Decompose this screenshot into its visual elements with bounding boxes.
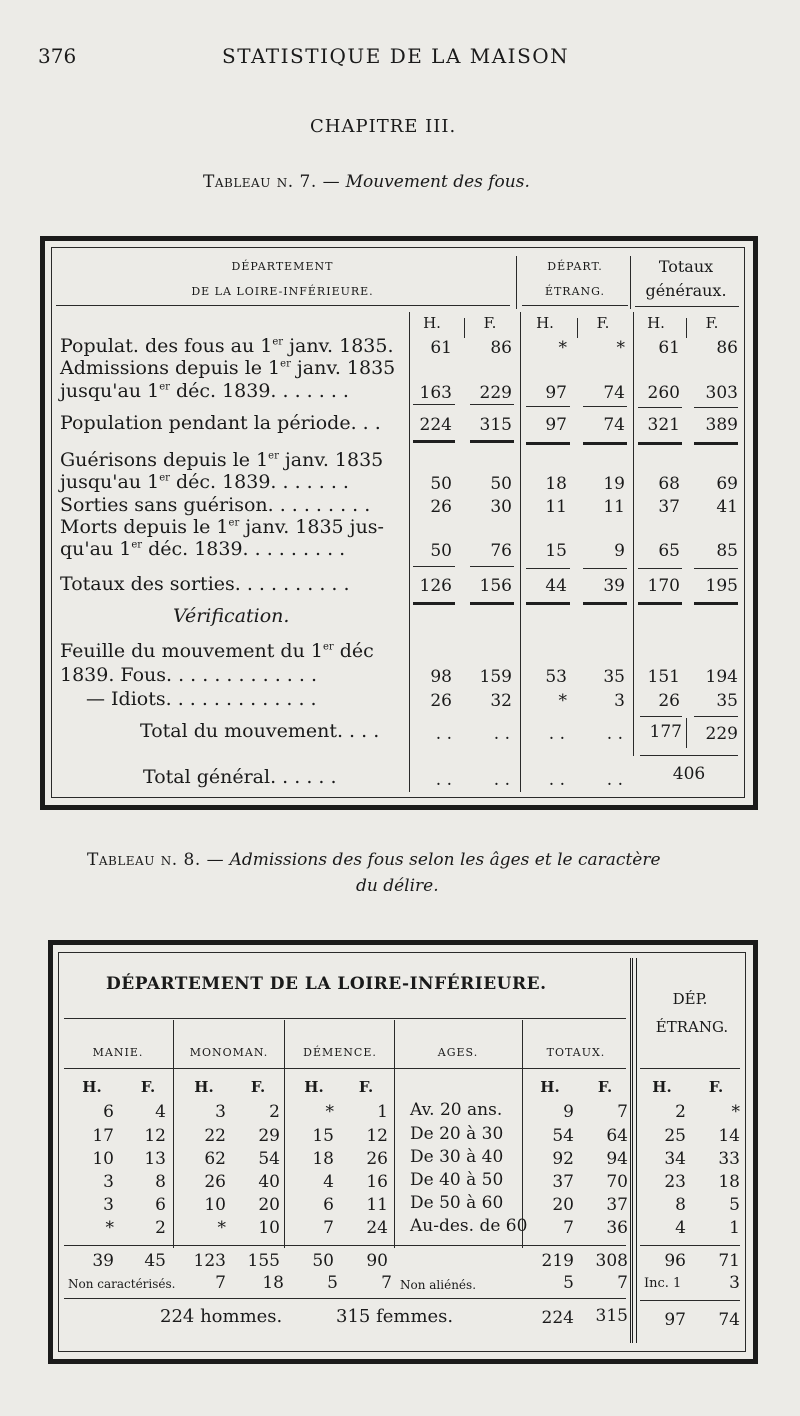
t8-cell: 7 (323, 1218, 334, 1238)
t8-sex-header: F. (708, 1078, 724, 1096)
t8-nc-cell: 3 (729, 1273, 740, 1293)
t8-cell: 36 (606, 1218, 628, 1238)
t8-cell: 6 (155, 1195, 166, 1215)
t8-cell: 20 (552, 1195, 574, 1215)
t8-cell: 8 (155, 1172, 166, 1192)
t8-sum-cell: 308 (595, 1251, 628, 1271)
t7-cell: 321 (647, 415, 680, 435)
t7-rule (470, 566, 514, 567)
t7-row-label: Sorties sans guérison. . . . . . . . . (60, 494, 371, 516)
t7-thick-rule (638, 442, 682, 445)
tableau8-caption-prefix: Tableau n. 8. — (87, 850, 225, 870)
t7-cell: 18 (545, 474, 567, 494)
t7-group-loire-line2: DE LA LOIRE-INFÉRIEURE. (191, 285, 374, 298)
t8-cell: 10 (92, 1149, 114, 1169)
t7-cell: * (558, 338, 567, 358)
t8-cell: 6 (323, 1195, 334, 1215)
t8-cell: 94 (606, 1149, 628, 1169)
t7-thick-rule (526, 602, 570, 605)
t8-cell: * (105, 1218, 114, 1238)
t7-feuille-label: — Idiots. . . . . . . . . . . . . (86, 688, 317, 710)
t8-cell: 12 (366, 1126, 388, 1146)
t7-cell: 126 (419, 576, 452, 596)
t8-sex-header: H. (540, 1078, 560, 1096)
t7-cell: 86 (716, 338, 738, 358)
t7-sex-header: H. (536, 314, 554, 332)
t7-sex-header: F. (705, 314, 719, 332)
t8-cell: 22 (204, 1126, 226, 1146)
t8-cell: 10 (204, 1195, 226, 1215)
t8-nc-cell: 5 (327, 1273, 338, 1293)
t7-cell: 97 (545, 383, 567, 403)
superscript: er (159, 472, 170, 484)
t7-rule (413, 404, 455, 405)
t7-cell: 32 (490, 691, 512, 711)
t7-cell: 74 (603, 383, 625, 403)
t8-cell: 8 (675, 1195, 686, 1215)
t7-sex-header: F. (596, 314, 610, 332)
t7-row-label: qu'au 1er déc. 1839. . . . . . . . . (60, 538, 346, 560)
t7-total-general-value: 406 (672, 764, 706, 784)
t7-cell: 194 (705, 667, 738, 687)
t7-row-label: Populat. des fous au 1er janv. 1835. (60, 335, 394, 357)
t8-age-label: De 20 à 30 (410, 1124, 504, 1144)
t8-cell: 33 (718, 1149, 740, 1169)
t8-cell: * (325, 1102, 334, 1122)
t7-cell: 26 (658, 691, 680, 711)
t8-rule (64, 1298, 626, 1299)
t7-dots: . . (435, 770, 452, 790)
t8-sum-cell: 96 (664, 1251, 686, 1271)
t8-cell: 37 (552, 1172, 574, 1192)
t8-sex-header: F. (250, 1078, 266, 1096)
t8-final-cell: 224 (541, 1308, 574, 1328)
t7-cell: 69 (716, 474, 738, 494)
superscript: er (322, 641, 334, 653)
t8-cell: 29 (258, 1126, 280, 1146)
t7-cell: 163 (419, 383, 452, 403)
t7-cell: 30 (490, 497, 512, 517)
t7-dots: . . (435, 724, 452, 744)
t8-cell: 15 (312, 1126, 334, 1146)
t7-dots: . . (493, 770, 510, 790)
t8-cell: 2 (675, 1102, 686, 1122)
t7-cell: 61 (658, 338, 680, 358)
t7-group-etrang-line2: ÉTRANG. (544, 285, 606, 298)
t7-feuille-label: 1839. Fous. . . . . . . . . . . . . (60, 664, 317, 686)
t7-cell: 35 (603, 667, 625, 687)
t8-cell: 18 (718, 1172, 740, 1192)
t8-cell: 23 (664, 1172, 686, 1192)
t8-sum-cell: 90 (366, 1251, 388, 1271)
t8-cell: 26 (204, 1172, 226, 1192)
t8-cell: 11 (366, 1195, 388, 1215)
t7-dots: . . (606, 770, 623, 790)
t8-cell: 54 (552, 1126, 574, 1146)
t8-cell: 18 (312, 1149, 334, 1169)
t7-group-totaux-line2: généraux. (645, 281, 727, 300)
tableau8-caption-line2 (356, 876, 439, 896)
t8-cell: 3 (215, 1102, 226, 1122)
t7-thick-rule (583, 602, 627, 605)
t7-thick-rule (470, 602, 514, 605)
t7-cell: 170 (647, 576, 680, 596)
t7-cell: 39 (603, 576, 625, 596)
t7-rule (694, 568, 738, 569)
t8-cell: 5 (729, 1195, 740, 1215)
tableau7-caption (203, 172, 530, 192)
t7-cell: 3 (614, 691, 625, 711)
t7-cell: 50 (430, 541, 452, 561)
t8-dep-etrang-line1: DÉP. (672, 990, 708, 1008)
t8-cell: 12 (144, 1126, 166, 1146)
t8-dept-title: DÉPARTEMENT DE LA LOIRE-INFÉRIEURE. (106, 974, 547, 994)
t8-sex-header: H. (652, 1078, 672, 1096)
t8-cell: 14 (718, 1126, 740, 1146)
t7-cell: 98 (430, 667, 452, 687)
t7-cell: 41 (716, 497, 738, 517)
t7-total-mouvement-f: 229 (705, 724, 738, 744)
t7-rule (638, 568, 682, 569)
t8-cell: 9 (563, 1102, 574, 1122)
t7-cell: 65 (658, 541, 680, 561)
t8-cell: 4 (155, 1102, 166, 1122)
t7-total-mouvement-h: 177 (649, 722, 682, 742)
t7-sex-header: H. (423, 314, 441, 332)
t8-inc: Inc. 1 (644, 1276, 682, 1291)
t7-cell: 61 (430, 338, 452, 358)
t7-rule (640, 716, 682, 717)
t7-cell: 11 (603, 497, 625, 517)
t8-cell: 70 (606, 1172, 628, 1192)
tableau8-caption-line1 (87, 850, 661, 870)
t8-cell: 4 (675, 1218, 686, 1238)
t7-vrule (464, 318, 465, 338)
t8-cell: 10 (258, 1218, 280, 1238)
t8-cell: 3 (103, 1195, 114, 1215)
t7-row-label: Guérisons depuis le 1er janv. 1835 (60, 449, 384, 471)
t7-group-totaux-line1: Totaux (658, 257, 714, 276)
t7-cell: 50 (490, 474, 512, 494)
t8-cell: 1 (729, 1218, 740, 1238)
t8-age-label: Av. 20 ans. (410, 1100, 503, 1120)
t8-cell: * (217, 1218, 226, 1238)
t8-cell: 4 (323, 1172, 334, 1192)
t7-rule (56, 305, 510, 306)
t7-row-label: Admissions depuis le 1er janv. 1835 (60, 357, 396, 379)
t7-cell: 74 (603, 415, 625, 435)
t7-dots: . . (493, 724, 510, 744)
t8-sum-cell: 45 (144, 1251, 166, 1271)
t8-vrule (394, 1020, 395, 1248)
t8-sum-cell: 155 (247, 1251, 280, 1271)
t8-cell: 24 (366, 1218, 388, 1238)
t7-dots: . . (548, 724, 565, 744)
t7-thick-rule (638, 602, 682, 605)
t7-cell: 53 (545, 667, 567, 687)
t8-sex-header: F. (140, 1078, 156, 1096)
t7-vrule (630, 256, 631, 309)
t8-final-cell: 74 (718, 1310, 740, 1330)
t7-cell: 26 (430, 497, 452, 517)
t7-rule (526, 406, 570, 407)
t7-dots: . . (548, 770, 565, 790)
t7-cell: 159 (479, 667, 512, 687)
t8-cell: 16 (366, 1172, 388, 1192)
superscript: er (268, 450, 279, 462)
t7-cell: 260 (647, 383, 680, 403)
t8-sum-cell: 50 (312, 1251, 334, 1271)
t7-thick-rule (694, 602, 738, 605)
t7-group-etrang-line1: DÉPART. (547, 260, 603, 273)
t8-cell: 3 (103, 1172, 114, 1192)
t7-cell: 11 (545, 497, 567, 517)
t7-cell: 76 (490, 541, 512, 561)
t7-feuille-label: Feuille du mouvement du 1er déc (60, 640, 374, 662)
superscript: er (159, 381, 170, 393)
t8-cell: 1 (377, 1102, 388, 1122)
t8-group-totaux: TOTAUX. (546, 1046, 606, 1059)
t7-rule (694, 716, 738, 717)
t7-cell: 195 (705, 576, 738, 596)
t8-rule (64, 1068, 626, 1069)
t8-age-label: De 40 à 50 (410, 1170, 504, 1190)
t8-dep-etrang-line2: ÉTRANG. (655, 1018, 729, 1036)
t8-nc-cell: 7 (617, 1273, 628, 1293)
t8-femmes: 315 femmes. (336, 1306, 454, 1327)
t7-cell: 37 (658, 497, 680, 517)
t7-total-mouvement-label: Total du mouvement. . . . (140, 720, 380, 742)
t8-vrule (284, 1020, 285, 1248)
t7-row-label: Population pendant la période. . . (60, 412, 381, 434)
t8-sum-cell: 71 (718, 1251, 740, 1271)
t8-nc-label: Non caractérisés. (68, 1277, 176, 1291)
t7-cell: 26 (430, 691, 452, 711)
t7-cell: 35 (716, 691, 738, 711)
t8-nc-cell: 5 (563, 1273, 574, 1293)
t7-thick-rule (413, 440, 455, 443)
t8-cell: 40 (258, 1172, 280, 1192)
t7-rule (470, 404, 514, 405)
t8-cell: 26 (366, 1149, 388, 1169)
t8-nc-cell: 18 (262, 1273, 284, 1293)
t7-cell: 50 (430, 474, 452, 494)
t7-cell: 315 (479, 415, 512, 435)
t7-cell: 85 (716, 541, 738, 561)
t8-final-cell: 97 (664, 1310, 686, 1330)
t8-cell: 7 (617, 1102, 628, 1122)
t8-rule (64, 1018, 626, 1019)
t8-non-alienes: Non aliénés. (400, 1278, 477, 1292)
t8-cell: 7 (563, 1218, 574, 1238)
t7-cell: * (616, 338, 625, 358)
t8-sex-header: H. (304, 1078, 324, 1096)
t7-cell: 86 (490, 338, 512, 358)
t7-rule (526, 568, 570, 569)
tableau8-caption-title-1: Admissions des fous selon les âges et le caractère (229, 850, 661, 870)
t8-cell: 62 (204, 1149, 226, 1169)
t8-rule (640, 1068, 740, 1069)
t7-vrule (516, 256, 517, 309)
t7-thick-rule (470, 440, 514, 443)
t7-cell: 389 (705, 415, 738, 435)
t8-rule (640, 1300, 740, 1301)
t7-thick-rule (583, 442, 627, 445)
tableau8-caption-title-2: du délire. (356, 876, 439, 896)
t8-age-label: De 50 à 60 (410, 1193, 504, 1213)
t8-sum-cell: 123 (193, 1251, 226, 1271)
t7-vrule (409, 312, 410, 792)
t8-sex-header: F. (358, 1078, 374, 1096)
t7-thick-rule (694, 442, 738, 445)
t8-sex-header: F. (597, 1078, 613, 1096)
t8-vrule (173, 1020, 174, 1248)
t7-vrule (686, 318, 687, 338)
t8-cell: 25 (664, 1126, 686, 1146)
t7-rule (583, 406, 627, 407)
t7-cell: 97 (545, 415, 567, 435)
t8-hommes: 224 hommes. (160, 1306, 283, 1327)
t8-cell: 34 (664, 1149, 686, 1169)
t7-vrule (520, 312, 521, 792)
t8-nc-cell: 7 (215, 1273, 226, 1293)
t7-vrule (686, 718, 687, 748)
t7-row-label: jusqu'au 1er déc. 1839. . . . . . . (60, 471, 349, 493)
t7-rule (413, 566, 455, 567)
t8-age-label: De 30 à 40 (410, 1147, 504, 1167)
t7-rule (635, 306, 739, 307)
t7-rule (522, 305, 628, 306)
t8-cell: 37 (606, 1195, 628, 1215)
t8-nc-cell: 7 (381, 1273, 392, 1293)
t7-sex-header: H. (647, 314, 665, 332)
t7-total-general-label: Total général. . . . . . (143, 766, 337, 788)
t7-thick-rule (526, 442, 570, 445)
t7-vrule (577, 318, 578, 338)
page-number: 376 (38, 44, 77, 68)
t7-row-label: jusqu'au 1er déc. 1839. . . . . . . (60, 380, 349, 402)
t7-rule (640, 755, 738, 756)
t7-cell: 224 (419, 415, 452, 435)
t7-cell: 156 (479, 576, 512, 596)
t7-cell: 151 (647, 667, 680, 687)
t7-sex-header: F. (483, 314, 497, 332)
t8-rule (640, 1245, 740, 1246)
t8-sex-header: H. (194, 1078, 214, 1096)
t7-vrule (633, 312, 634, 756)
t7-cell: * (558, 691, 567, 711)
t8-cell: 2 (155, 1218, 166, 1238)
tableau7-caption-title: Mouvement des fous. (345, 172, 530, 192)
t8-rule (64, 1245, 626, 1246)
superscript: er (228, 517, 240, 529)
t8-cell: 13 (144, 1149, 166, 1169)
t8-group-ages: AGES. (437, 1046, 479, 1059)
t8-vrule (522, 1020, 523, 1248)
t7-dots: . . (606, 724, 623, 744)
t7-cell: 9 (614, 541, 625, 561)
t8-cell: 92 (552, 1149, 574, 1169)
t8-cell: * (731, 1102, 740, 1122)
superscript: er (272, 336, 284, 348)
tableau7-caption-prefix: Tableau n. 7. — (203, 172, 341, 192)
chapter-heading: CHAPITRE III. (310, 116, 457, 137)
t8-cell: 20 (258, 1195, 280, 1215)
t8-sum-cell: 39 (92, 1251, 114, 1271)
t7-verification-heading: Vérification. (173, 605, 290, 627)
t8-cell: 6 (103, 1102, 114, 1122)
t7-row-label: Morts depuis le 1er janv. 1835 jus- (60, 516, 384, 538)
t8-cell: 17 (92, 1126, 114, 1146)
t7-cell: 229 (479, 383, 512, 403)
t8-group-monoman: MONOMAN. (189, 1046, 269, 1059)
t7-rule (694, 407, 738, 408)
superscript: er (131, 539, 143, 551)
t7-row-label: Totaux des sorties. . . . . . . . . . (60, 573, 350, 595)
running-title: STATISTIQUE DE LA MAISON (222, 44, 570, 68)
t8-final-cell: 315 (595, 1306, 628, 1326)
t7-cell: 19 (603, 474, 625, 494)
t8-group-demence: DÉMENCE. (303, 1046, 377, 1059)
t7-rule (583, 568, 627, 569)
t8-cell: 54 (258, 1149, 280, 1169)
t7-rule (638, 407, 682, 408)
t7-cell: 303 (705, 383, 738, 403)
t8-double-rule (630, 958, 633, 1343)
t8-double-rule (636, 958, 637, 1343)
t7-cell: 68 (658, 474, 680, 494)
t7-cell: 44 (545, 576, 567, 596)
t7-cell: 15 (545, 541, 567, 561)
t8-sum-cell: 219 (541, 1251, 574, 1271)
t8-cell: 64 (606, 1126, 628, 1146)
t7-group-loire-line1: DÉPARTEMENT (231, 260, 334, 273)
t8-group-manie: MANIE. (92, 1046, 144, 1059)
t7-thick-rule (413, 602, 455, 605)
t8-age-label: Au-des. de 60 (410, 1216, 528, 1236)
t8-sex-header: H. (82, 1078, 102, 1096)
t8-cell: 2 (269, 1102, 280, 1122)
superscript: er (280, 358, 291, 370)
